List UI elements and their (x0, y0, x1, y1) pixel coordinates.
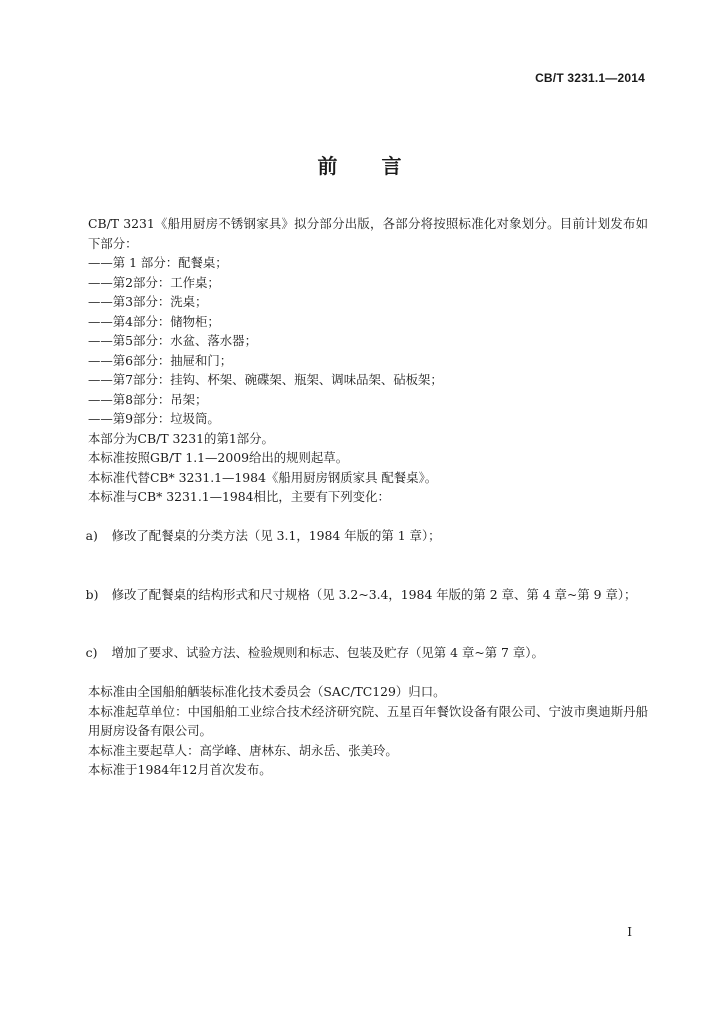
change-text: 修改了配餐桌的分类方法（见 3.1，1984 年版的第 1 章）； (111, 528, 441, 543)
list-item: ——第4部分：储物柜； (88, 313, 220, 329)
change-text: 增加了要求、试验方法、检验规则和标志、包装及贮存（见第 4 章~第 7 章）。 (111, 645, 544, 660)
list-item: ——第3部分：洗桌； (88, 294, 208, 309)
document-body (62, 214, 648, 780)
list-item: ——第9部分：垃圾筒。 (88, 411, 220, 426)
list-item: ——第6部分：抽屉和门； (88, 352, 233, 368)
closing-statement: 本标准于1984年12月首次发布。 (88, 762, 272, 777)
change-mark: a) (85, 528, 98, 543)
change-mark: b) (85, 586, 99, 602)
list-item: ——第8部分：吊架； (88, 391, 208, 407)
doc-number: CB/T 3231.1—2014 (535, 71, 645, 85)
closing-statement: 本标准起草单位：中国船舶工业综合技术经济研究院、五星百年餐饮设备有限公司、宁波市奥迪斯丹船用厨房设备有限公司。 (88, 703, 648, 738)
closing-statement: 本标准主要起草人：高学峰、唐林东、胡永岳、张美玲。 (88, 742, 398, 758)
change-item (62, 565, 648, 624)
statement: 本标准代替CB* 3231.1—1984《船用厨房钢质家具 配餐桌》。 (88, 469, 438, 485)
change-item (62, 507, 648, 566)
list-item: ——第2部分：工作桌； (88, 274, 220, 290)
parts-list (62, 253, 648, 429)
list-item: ——第 1 部分：配餐桌； (88, 255, 228, 270)
change-mark: c) (85, 645, 98, 660)
changes-list (62, 507, 648, 683)
page-title: 前言 (317, 154, 446, 178)
statement: 本部分为CB/T 3231的第1部分。 (88, 430, 274, 446)
statement: 本标准按照GB/T 1.1—2009给出的规则起草。 (88, 450, 349, 465)
change-item (62, 624, 648, 683)
statement: 本标准与CB* 3231.1—1984相比，主要有下列变化： (88, 489, 390, 504)
list-item: ——第5部分：水盆、落水器； (88, 333, 257, 348)
change-text: 修改了配餐桌的结构形式和尺寸规格（见 3.2~3.4，1984 年版的第 2 章、第 4 章~第 9 章）； (111, 586, 637, 602)
intro-paragraph: CB/T 3231《船用厨房不锈钢家具》拟分部分出版，各部分将按照标准化对象划分。目前计划发布如下部分： (88, 216, 648, 251)
closing-statement: 本标准由全国船舶舾装标准化技术委员会（SAC/TC129）归口。 (88, 684, 446, 699)
page-number: I (627, 925, 632, 939)
list-item: ——第7部分：挂钩、杯架、碗碟架、瓶架、调味品架、砧板架； (88, 372, 443, 387)
